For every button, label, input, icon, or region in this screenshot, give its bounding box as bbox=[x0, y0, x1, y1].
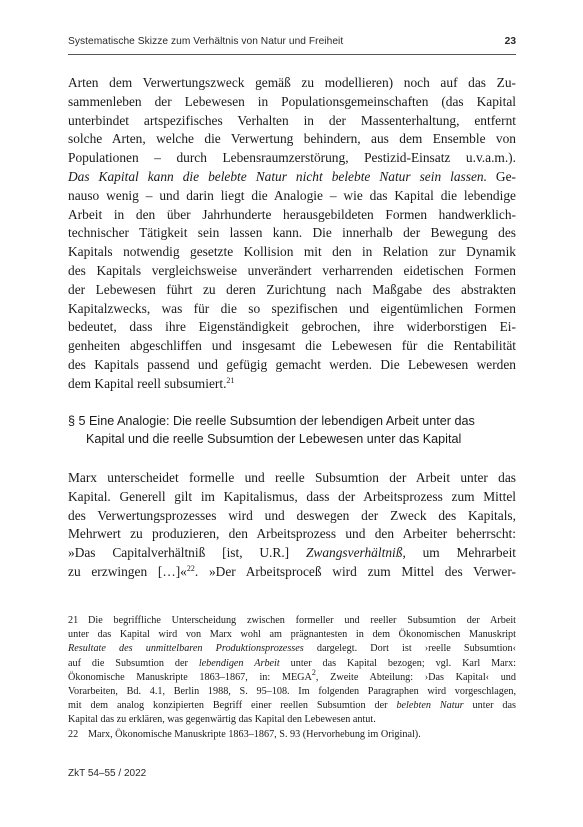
italic-emphasis: lebendigen Arbeit bbox=[198, 657, 280, 669]
footnote-line bbox=[68, 642, 516, 656]
text-line: genheiten abgeschliffen und insgesamt die Lebewesen für die Rentabilität bbox=[68, 338, 516, 354]
text-line: Kapital. Generell gilt im Kapitalismus, dass der Arbeitsprozess zum Mittel bbox=[68, 488, 516, 504]
journal-footer: ZkT 54–55 / 2022 bbox=[68, 768, 147, 779]
text-line bbox=[68, 544, 516, 563]
text-run: unter das bbox=[463, 700, 516, 712]
footnotes bbox=[68, 614, 516, 742]
text-run: auf die Subsumtion der bbox=[68, 657, 199, 669]
text-run: Marx, Ökonomische Manuskripte 1863–1867, S. 93 (Hervorhebung im Original). bbox=[88, 728, 421, 740]
italic-emphasis: belebten Natur bbox=[396, 700, 464, 712]
footnote-line bbox=[68, 667, 516, 685]
superscript: 2 bbox=[311, 667, 316, 677]
text-run: Ge- bbox=[486, 168, 517, 184]
paragraph-1 bbox=[68, 74, 516, 394]
footnote-ref-21[interactable]: 21 bbox=[226, 375, 235, 385]
text-run: Die begriffliche Unterscheidung zwischen formeller und reeller Subsumtion der Arbeit bbox=[88, 615, 516, 626]
text-run: , um Mehrarbeit bbox=[402, 545, 517, 561]
section-heading bbox=[68, 412, 516, 448]
italic-emphasis: Das Kapital kann die belebte Natur nicht belebte Natur sein lassen. bbox=[68, 168, 487, 184]
footnote-line: unter das Kapital wird von Marx wohl am prägnantesten in dem Ökonomischen Manuskript bbox=[68, 629, 516, 641]
footnote-ref-22[interactable]: 22 bbox=[186, 563, 195, 573]
text-run: unter das Kapital bezogen; vgl. Karl Marx: bbox=[279, 657, 516, 669]
section-heading-line: Kapital und die reelle Subsumtion der Lebewesen unter das Kapital bbox=[86, 432, 462, 446]
italic-emphasis: Zwangsverhältniß bbox=[305, 545, 403, 561]
footnote-line bbox=[68, 614, 516, 628]
footnote-line bbox=[68, 699, 516, 713]
text-line: Arten dem Verwertungszweck gemäß zu modellieren) noch auf das Zu- bbox=[68, 75, 516, 90]
footnote-line bbox=[68, 657, 516, 671]
page-number: 23 bbox=[504, 36, 516, 47]
text-line: Marx unterscheidet formelle und reelle Subsumtion der Arbeit unter das bbox=[68, 470, 516, 485]
text-line: des Kapitals passend und gefügig gemacht werden. Die Lebewesen werden bbox=[68, 356, 516, 372]
italic-title: Resultate des unmittelbaren Produktionsprozesses bbox=[68, 643, 304, 655]
text-line bbox=[68, 375, 516, 394]
text-run: zu erzwingen […]« bbox=[68, 563, 187, 579]
text-run: mit dem analog konzipierten Begriff einer reellen Subsumtion der bbox=[68, 700, 397, 712]
text-run: dargelegt. Dort ist ›reelle Subsumtion‹ bbox=[303, 643, 516, 655]
text-run: , Zweite Abteilung: ›Das Kapital‹ und bbox=[315, 671, 516, 683]
footnote-line bbox=[68, 728, 516, 742]
footnote-number: 21 bbox=[68, 615, 79, 626]
text-run: »Das Capitalverhältniß [ist, U.R.] bbox=[68, 545, 306, 561]
text-line: bedeutet, dass ihre Eigenständigkeit gebrochen, ihre widerborstigen Ei- bbox=[68, 319, 516, 335]
footnote-line: Kapital das zu erklären, was gegenwärtig das Kapital den Lebewesen antut. bbox=[68, 714, 376, 726]
text-line: technischer Tätigkeit sein lassen kann. Die innerhalb der Bewegung des bbox=[68, 225, 516, 241]
text-line: nauso wenig – und darin liegt die Analogie – wie das Kapital die lebendige bbox=[68, 187, 516, 203]
paragraph-2 bbox=[68, 469, 516, 582]
text-line: Arbeit in den über Jahrhunderte herausgebildeten Formen handwerklich- bbox=[68, 206, 516, 222]
text-line: solche Arten, welche die Verwertung behindern, aus dem Ensemble von bbox=[68, 131, 516, 147]
text-run: . »Der Arbeitsproceß wird zum Mittel des Verwer- bbox=[194, 563, 517, 579]
text-line: Kapitalzwecks, was für die so spezifischen und eigentümlichen Formen bbox=[68, 300, 516, 316]
text-run: Ökonomische Manuskripte 1863–1867, in: MEGA bbox=[68, 671, 312, 683]
running-title: Systematische Skizze zum Verhältnis von Natur und Freiheit bbox=[68, 36, 344, 47]
text-line: der Lebewesen führt zu deren Zurichtung nach Maßgabe des abstrakten bbox=[68, 281, 516, 297]
text-line: Populationen – durch Lebensraumzerstörung, Pestizid-Einsatz u.v.a.m.). bbox=[68, 150, 516, 166]
text-line: unterbindet artspezifisches Verhalten in der Massenterhaltung, entfernt bbox=[68, 112, 516, 128]
text-line bbox=[68, 563, 516, 582]
footnote-number: 22 bbox=[68, 728, 79, 740]
running-head bbox=[68, 36, 516, 52]
section-heading-line: § 5 Eine Analogie: Die reelle Subsumtion der lebendigen Arbeit unter das bbox=[68, 414, 475, 428]
text-line: des Verwertungsprozesses wird und deswegen der Zweck des Kapitals, bbox=[68, 507, 516, 523]
text-line: des Kapitals vergleichsweise unverändert verharrenden eidetischen Formen bbox=[68, 262, 516, 278]
text-run: dem Kapital reell subsumiert. bbox=[68, 375, 227, 391]
footnote-line: Vorarbeiten, Bd. 4.1, Berlin 1988, S. 95–108. Im folgenden Paragraphen wird vorgeschlagen, bbox=[68, 685, 516, 697]
header-rule bbox=[68, 54, 516, 55]
text-line: sammenleben der Lebewesen in Populationsgemeinschaften (das Kapital bbox=[68, 93, 516, 109]
text-line bbox=[68, 168, 516, 187]
text-line: Kapitals notwendig gesetzte Kollision mit den in Relation zur Dynamik bbox=[68, 244, 516, 260]
text-line: Mehrwert zu produzieren, den Arbeitsprozess und den Arbeiter beherrscht: bbox=[68, 526, 516, 542]
